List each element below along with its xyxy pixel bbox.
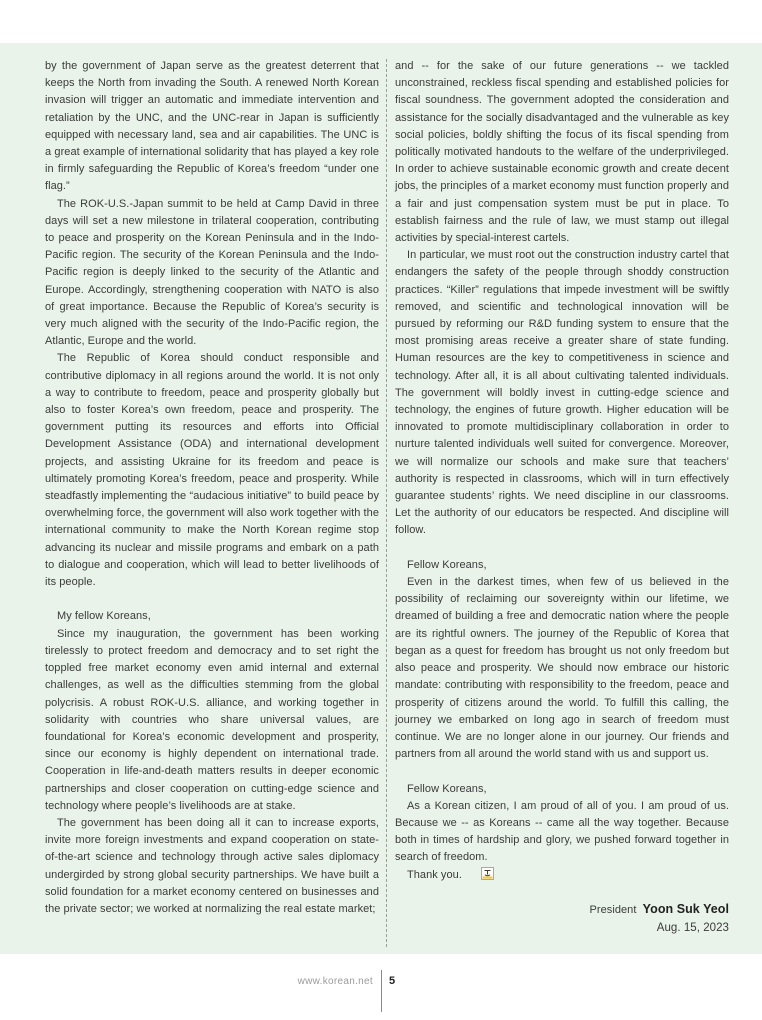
paragraph: Fellow Koreans, [407, 782, 487, 795]
paragraph: My fellow Koreans, [57, 610, 151, 623]
end-of-article-icon [469, 867, 482, 880]
paragraph: Fellow Koreans, [407, 558, 487, 571]
paragraph: Since my inauguration, the government has been working tirelessly to protect freedom and democracy and to set right the toppled free market economy even amid internal and external challenges, as well as the difficulties stemming from the global polycrisis. A robust ROK-U.S. alliance, and working together in solidarity with countries who share universal values, are foundational for Korea’s economic development and prosperity, since our economy is highly dependent on international trade. Cooperation in life-and-death matters results in deeper economic partnerships and closer cooperation on cutting-edge science and technology where people’s livelihoods are at stake. [45, 627, 379, 812]
text-column-left [45, 58, 379, 918]
footer-divider-line [381, 970, 382, 1012]
signature-title: President [589, 903, 637, 916]
signature-date: Aug. 15, 2023 [656, 922, 729, 935]
paragraph: Thank you. [395, 867, 729, 884]
paragraph: As a Korean citizen, I am proud of all of you. I am proud of us. Because we -- as Koreans -- came all the way together. Because both in times of hardship and glory, we pushed forward together in search of freedom. [395, 799, 729, 864]
right-column-paragraphs [395, 58, 729, 884]
signature [395, 901, 729, 919]
footer-website: www.korean.net [297, 976, 373, 987]
column-divider [386, 59, 387, 947]
paragraph: The ROK-U.S.-Japan summit to be held at Camp David in three days will set a new milestone in trilateral cooperation, contributing to peace and prosperity on the Korean Peninsula and in the Indo-Pacific region. The security of the Korean Peninsula and the Indo-Pacific region is deeply linked to the security of the Atlantic and Europe. Accordingly, strengthening cooperation with NATO is also of great importance. Because the Republic of Korea’s security is very much aligned with the security of the Indo-Pacific region, the Atlantic, Europe and the world. [45, 197, 379, 348]
signature-name: Yoon Suk Yeol [642, 901, 729, 916]
text-column-right [395, 58, 729, 937]
footer-page-number: 5 [389, 975, 396, 987]
paragraph: The government has been doing all it can to increase exports, invite more foreign investments and expand cooperation on state-of-the-art science and technology through active sales diplomacy undergirded by strong global security partnerships. We have built a solid foundation for a market economy centered on businesses and the private sector; we worked at normalizing the real estate market; [45, 816, 379, 915]
paragraph: Even in the darkest times, when few of us believed in the possibility of reclaiming our sovereignty within our lifetime, we dreamed of building a free and democratic nation where the people are its rightful owners. The journey of the Republic of Korea that began as a quest for freedom has brought us not only freedom but also peace and prosperity. We should now embrace our historic mandate: contributing with responsibility to the freedom, peace and prosperity of citizens around the world. To fulfill this calling, the journey we embarked on long ago in search of freedom must continue. We are no longer alone in our journey. Our friends and partners from all around the world stand with us and support us. [395, 576, 729, 761]
paragraph: In particular, we must root out the construction industry cartel that endangers the safety of the people through shoddy construction practices. “Killer” regulations that impede investment will be swiftly removed, and scientific and technological innovation will be pursued by reforming our R&D funding system to ensure that the most promising areas receive a greater share of state funding. Human resources are the key to competitiveness in science and technology. After all, it is all about cultivating talented individuals. The government will boldly invest in cutting-edge science and technology, the engines of future growth. Higher education will be innovated to promote multidisciplinary collaboration in order to nurture talented individuals well suited for convergence. Moreover, we will normalize our schools and make sure that teachers’ authority is respected in classrooms, which will in turn effectively guarantee students’ rights. We need discipline in our classrooms. Let the authority of our educators be respected. And discipline will follow. [395, 249, 729, 537]
left-column-paragraphs [45, 58, 379, 918]
page-content-background [0, 43, 762, 954]
paragraph: and -- for the sake of our future generations -- we tackled unconstrained, reckless fiscal spending and established policies for fiscal soundness. The government adopted the consideration and assistance for the socially disadvantaged and the vulnerable as key social policies, boldly shifting the focus of its fiscal spending from politically motivated handouts to the welfare of the underprivileged. In order to achieve sustainable economic growth and create decent jobs, the principles of a market economy must function properly and a fair and just compensation system must be put in place. To establish fairness and the rule of law, we must stamp out illegal activities by special-interest cartels. [395, 60, 729, 245]
paragraph: by the government of Japan serve as the greatest deterrent that keeps the North from invading the South. A renewed North Korean invasion will trigger an automatic and immediate intervention and retaliation by the UNC, and the UNC-rear in Japan is sufficiently equipped with necessary land, sea and air capabilities. The UNC is a great example of international solidarity that has played a key role in firmly safeguarding the Republic of Korea’s freedom “under one flag.” [45, 60, 379, 193]
paragraph: The Republic of Korea should conduct responsible and contributive diplomacy in all regions around the world. It is not only a way to contribute to freedom, peace and prosperity globally but also to foster Korea’s own freedom, peace and prosperity. The government putting its resources and efforts into Official Development Assistance (ODA) and international development projects, and assisting Ukraine for its freedom and peace is ultimately promoting Korea’s freedom, peace and prosperity. While steadfastly implementing the “audacious initiative” to build peace by overwhelming force, the government will also work together with the international community to make the North Korean regime stop advancing its nuclear and missile programs and embark on a path to dialogue and cooperation, which will lead to better livelihoods of its people. [45, 352, 379, 589]
